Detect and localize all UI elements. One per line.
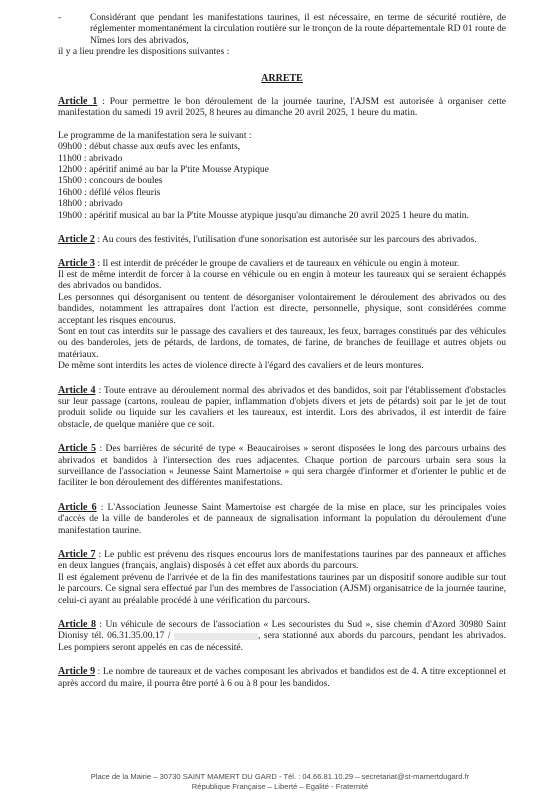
document-title: ARRETE [261,72,303,84]
program-item: 11h00 : abrivado [58,152,123,164]
program-item: 16h00 : défilé vélos fleuris [58,186,161,198]
article-2-label: Article 2 [58,234,95,246]
page-footer [0,772,560,792]
program-item: 12h00 : apéritif animé au bar la P'tite Mousse Atypique [58,164,269,176]
program-item: 18h00 : abrivado [58,198,123,210]
program-block [58,130,506,221]
footer-motto: République Française – Liberté – Egalité - Fraternité [191,782,369,791]
article-3-paragraph: Il est de même interdit de forcer à la course en véhicule ou en engin à moteur les taureaux qui se seraient échappés des abrivados ou bandidos. [58,268,506,292]
program-item: 19h00 : apéritif musical au bar la P'tite Mousse atypique jusqu'au dimanche 20 avril 2025 1 heure du matin. [58,209,469,221]
article-9-text: : Le nombre de taureaux et de vaches composant les abrivados et bandidos est de 4. A titre exceptionnel et après accord du maire, il pourra être porté à 6 ou à 8 pour les bandidos. [58,666,506,689]
article-9 [58,666,506,689]
article-3-text: : Il est interdit de précéder le groupe de cavaliers et de taureaux en véhicule ou engin à moteur. [94,257,460,269]
article-8-text-b: , sera stationné aux abords du parcours, pendant les abrivados. Les pompiers seront appelés en cas de nécessité. [58,630,506,653]
article-6-label: Article 6 [58,501,97,513]
article-8 [58,619,506,653]
article-1-text: : Pour permettre le bon déroulement de la journée taurine, l'AJSM est autorisée à organiser cette manifestation du samedi 19 avril 2025, 8 heures au dimanche 20 avril 2025, 1 heure du matin. [58,96,506,119]
article-3-paragraph: De même sont interdits les actes de violence directe à l'égard des cavaliers et de leurs montures. [58,360,424,372]
article-3-paragraph: Les personnes qui désorganisent ou tentent de désorganiser volontairement le déroulement des abrivados ou des bandides, notamment les attrapaïres dont l'action est directe, personnelle, physique, sont considérées comme acceptant les risques encourus. [58,291,506,326]
article-7 [58,549,506,606]
program-item: 15h00 : concours de boules [58,175,163,187]
article-8-label: Article 8 [58,619,96,631]
article-6 [58,502,506,536]
article-5-text: : Des barrières de sécurité de type « Beaucairoises » seront disposées le long des parcours urbains des abrivados et bandidos à l'intersection des rues adjacentes. Chaque portion de parcours urbain sera sous la surveillance de l'association « Jeunesse Saint Mamertoise » qui sera chargée d'informer et d'orienter le public et de faciliter le bon déroulement des différentes manifestations. [58,443,506,489]
article-1-label: Article 1 [58,96,98,108]
article-7-text: : Le public est prévenu des risques encourus lors de manifestations taurines par des panneaux et affiches en deux langues (français, anglais) disposés à cet effet aux abords du parcours. [58,549,506,572]
program-item: 09h00 : début chasse aux œufs avec les enfants, [58,141,241,153]
footer-address: Place de la Mairie – 30730 SAINT MAMERT DU GARD - Tél. : 04.66.81.10.29 – secretariat@st-mamertdugard.fr [90,772,470,781]
pursuant-line: il y a lieu prendre les dispositions suivantes : [58,46,230,58]
bullet-dash: - [58,12,62,23]
article-9-label: Article 9 [58,666,96,678]
article-6-text: : L'Association Jeunesse Saint Mamertoise est chargée de la mise en place, sur les principales voies d'accès de la ville de banderoles et de panneaux de signalisation informant la population du déroulement d'une manifestation taurine. [58,501,506,536]
document-page [58,12,506,689]
article-4 [58,385,506,431]
article-5-label: Article 5 [58,443,96,455]
article-2-text: : Au cours des festivités, l'utilisation d'une sonorisation est autorisée sur les parcours des abrivados. [94,234,477,246]
program-intro: Le programme de la manifestation sera le suivant : [58,129,252,141]
article-8-text-a: : Un véhicule de secours de l'association « Les secouristes du Sud », sise chemin d'Azord 30980 Saint Dionisy tél. 06.31.35.00.17 / [58,619,506,642]
article-3-paragraph: Sont en tout cas interdits sur le passage des cavaliers et des taureaux, les feux, barrages constitués par des véhicules ou des banderoles, jets de pétards, de lardons, de tomates, de farine, de branches de feuillage et autres objets ou matériaux. [58,325,506,360]
article-5 [58,443,506,489]
considerant-paragraph [58,12,506,46]
article-3 [58,258,506,372]
article-7-label: Article 7 [58,549,96,561]
article-2 [58,234,506,245]
article-4-text: : Toute entrave au déroulement normal des abrivados et des bandidos, soit par l'établissement d'obstacles sur leur passage (cartons, rouleau de papier, inflammation d'objets divers et jets de pétards) soit par le jet de tout produit solide ou liquide sur les cavaliers et les taureaux, est interdit. Lors des abrivados, il est interdit de faire obstacle, de quelque manière que ce soit. [58,384,506,430]
redacted-phone [174,633,258,640]
article-4-label: Article 4 [58,384,96,396]
article-1 [58,96,506,119]
considerant-text: Considérant que pendant les manifestations taurines, il est nécessaire, en terme de sécurité routière, de réglementer momentanément la circulation routière sur le tronçon de la route départementale RD 01 route de Nîmes lors des abrivados, [90,12,506,46]
article-7-paragraph: Il est également prévenu de l'arrivée et de la fin des manifestations taurines par un dispositif sonore audible sur tout le parcours. Ce signal sera effectué par l'un des membres de l'association (AJSM) organisatrice de la journée taurine, celui-ci ayant au préalable procédé à une vérification du parcours. [58,571,506,606]
article-3-label: Article 3 [58,257,95,269]
